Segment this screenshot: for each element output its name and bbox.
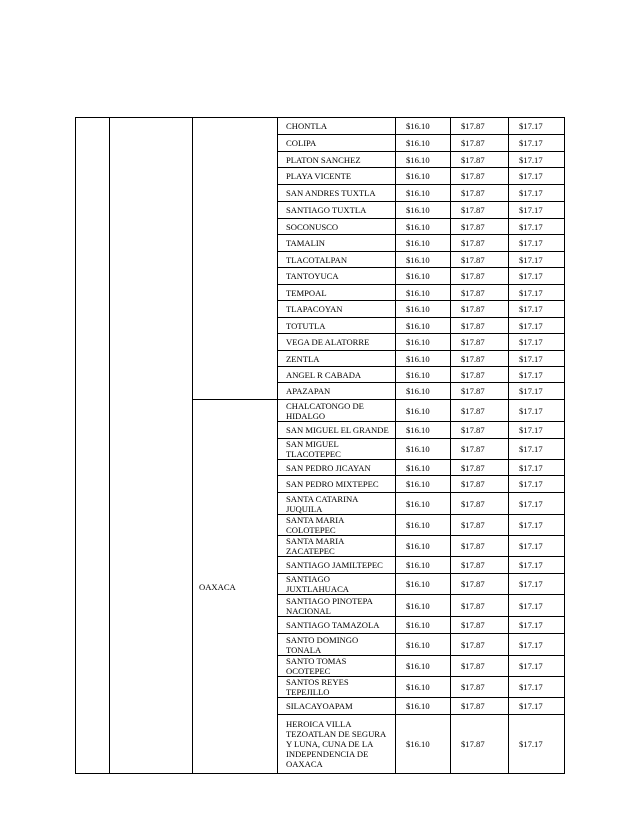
price-cell-1: $16.10 [396,557,451,574]
price-cell-3: $17.17 [509,219,565,235]
price-cell-1: $16.10 [396,334,451,351]
price-cell-1: $16.10 [396,515,451,536]
price-cell-3: $17.17 [509,698,565,715]
price-cell-2: $17.87 [451,367,509,383]
municipality-cell: SILACAYOAPAM [278,698,396,715]
municipality-cell: TLAPACOYAN [278,301,396,318]
price-cell-3: $17.17 [509,400,565,422]
price-cell-3: $17.17 [509,460,565,476]
price-cell-3: $17.17 [509,634,565,656]
price-cell-3: $17.17 [509,285,565,301]
municipality-cell: SANTO DOMINGO TONALA [278,634,396,656]
price-cell-2: $17.87 [451,422,509,439]
municipality-cell: TAMALIN [278,235,396,252]
price-cell-1: $16.10 [396,715,451,774]
price-cell-2: $17.87 [451,493,509,515]
price-cell-2: $17.87 [451,252,509,268]
municipality-cell: HEROICA VILLA TEZOATLAN DE SEGURA Y LUNA, CUNA DE LA INDEPENDENCIA DE OAXACA [278,715,396,774]
price-cell-2: $17.87 [451,595,509,617]
state-cell-oaxaca: OAXACA [193,400,278,774]
price-cell-3: $17.17 [509,318,565,334]
municipality-cell: VEGA DE ALATORRE [278,334,396,351]
price-cell-2: $17.87 [451,268,509,285]
price-cell-3: $17.17 [509,367,565,383]
price-cell-1: $16.10 [396,574,451,595]
price-cell-3: $17.17 [509,617,565,634]
municipality-cell: SANTIAGO TUXTLA [278,202,396,219]
price-cell-3: $17.17 [509,515,565,536]
price-cell-1: $16.10 [396,318,451,334]
price-cell-3: $17.17 [509,152,565,168]
price-cell-2: $17.87 [451,219,509,235]
price-cell-1: $16.10 [396,219,451,235]
price-cell-2: $17.87 [451,617,509,634]
price-cell-3: $17.17 [509,185,565,202]
municipality-cell: SANTA CATARINA JUQUILA [278,493,396,515]
municipality-cell: SOCONUSCO [278,219,396,235]
price-cell-2: $17.87 [451,168,509,185]
municipality-cell: APAZAPAN [278,383,396,400]
price-cell-3: $17.17 [509,574,565,595]
price-cell-1: $16.10 [396,595,451,617]
price-cell-1: $16.10 [396,383,451,400]
price-cell-2: $17.87 [451,202,509,219]
price-cell-1: $16.10 [396,152,451,168]
price-cell-2: $17.87 [451,334,509,351]
municipality-cell: SANTIAGO JAMILTEPEC [278,557,396,574]
price-cell-3: $17.17 [509,536,565,557]
blank-column-1 [76,118,110,774]
price-cell-1: $16.10 [396,439,451,460]
price-cell-2: $17.87 [451,515,509,536]
price-cell-1: $16.10 [396,367,451,383]
price-cell-2: $17.87 [451,185,509,202]
municipality-cell: TOTUTLA [278,318,396,334]
price-cell-1: $16.10 [396,400,451,422]
price-cell-2: $17.87 [451,536,509,557]
price-cell-3: $17.17 [509,422,565,439]
price-cell-1: $16.10 [396,460,451,476]
price-cell-2: $17.87 [451,439,509,460]
price-cell-3: $17.17 [509,202,565,219]
price-cell-3: $17.17 [509,595,565,617]
price-cell-1: $16.10 [396,118,451,135]
price-cell-3: $17.17 [509,268,565,285]
municipality-cell: SAN MIGUEL TLACOTEPEC [278,439,396,460]
price-cell-3: $17.17 [509,677,565,698]
price-cell-1: $16.10 [396,185,451,202]
municipality-cell: PLATON SANCHEZ [278,152,396,168]
price-cell-1: $16.10 [396,634,451,656]
price-cell-2: $17.87 [451,476,509,493]
municipality-cell: SANTIAGO PINOTEPA NACIONAL [278,595,396,617]
price-cell-3: $17.17 [509,351,565,367]
price-cell-1: $16.10 [396,536,451,557]
municipality-cell: SAN PEDRO MIXTEPEC [278,476,396,493]
price-cell-1: $16.10 [396,493,451,515]
price-cell-2: $17.87 [451,460,509,476]
municipality-cell: SANTIAGO JUXTLAHUACA [278,574,396,595]
price-cell-2: $17.87 [451,285,509,301]
price-cell-2: $17.87 [451,677,509,698]
municipality-cell: TEMPOAL [278,285,396,301]
price-cell-2: $17.87 [451,135,509,152]
municipality-cell: SAN MIGUEL EL GRANDE [278,422,396,439]
price-cell-3: $17.17 [509,334,565,351]
price-cell-1: $16.10 [396,285,451,301]
municipality-cell: CHONTLA [278,118,396,135]
price-cell-3: $17.17 [509,301,565,318]
price-table [75,117,565,774]
price-cell-1: $16.10 [396,698,451,715]
municipality-cell: TLACOTALPAN [278,252,396,268]
price-cell-1: $16.10 [396,202,451,219]
municipality-cell: SANTOS REYES TEPEJILLO [278,677,396,698]
price-cell-1: $16.10 [396,656,451,677]
price-cell-1: $16.10 [396,268,451,285]
price-cell-1: $16.10 [396,168,451,185]
price-cell-3: $17.17 [509,383,565,400]
municipality-cell: CHALCATONGO DE HIDALGO [278,400,396,422]
price-cell-2: $17.87 [451,301,509,318]
municipality-cell: TANTOYUCA [278,268,396,285]
price-cell-1: $16.10 [396,135,451,152]
price-cell-3: $17.17 [509,439,565,460]
municipality-cell: SANTO TOMAS OCOTEPEC [278,656,396,677]
price-cell-1: $16.10 [396,422,451,439]
price-cell-3: $17.17 [509,252,565,268]
price-cell-2: $17.87 [451,715,509,774]
price-cell-2: $17.87 [451,400,509,422]
price-cell-2: $17.87 [451,557,509,574]
blank-column-2 [110,118,193,774]
price-cell-3: $17.17 [509,235,565,252]
municipality-cell: SANTA MARIA COLOTEPEC [278,515,396,536]
price-cell-3: $17.17 [509,168,565,185]
price-cell-2: $17.87 [451,118,509,135]
municipality-cell: ANGEL R CABADA [278,367,396,383]
municipality-cell: COLIPA [278,135,396,152]
price-cell-3: $17.17 [509,118,565,135]
price-cell-2: $17.87 [451,656,509,677]
price-cell-3: $17.17 [509,557,565,574]
price-cell-2: $17.87 [451,235,509,252]
price-cell-2: $17.87 [451,152,509,168]
price-cell-3: $17.17 [509,656,565,677]
price-cell-1: $16.10 [396,617,451,634]
municipality-cell: ZENTLA [278,351,396,367]
price-cell-3: $17.17 [509,493,565,515]
table-row [76,118,565,135]
price-cell-1: $16.10 [396,476,451,493]
price-cell-1: $16.10 [396,677,451,698]
price-cell-3: $17.17 [509,135,565,152]
price-cell-1: $16.10 [396,235,451,252]
municipality-cell: SAN ANDRES TUXTLA [278,185,396,202]
price-cell-1: $16.10 [396,351,451,367]
price-cell-3: $17.17 [509,476,565,493]
municipality-cell: SANTIAGO TAMAZOLA [278,617,396,634]
price-cell-3: $17.17 [509,715,565,774]
price-cell-1: $16.10 [396,301,451,318]
price-cell-2: $17.87 [451,634,509,656]
municipality-cell: SANTA MARIA ZACATEPEC [278,536,396,557]
price-cell-2: $17.87 [451,383,509,400]
price-cell-1: $16.10 [396,252,451,268]
municipality-cell: SAN PEDRO JICAYAN [278,460,396,476]
price-cell-2: $17.87 [451,318,509,334]
price-cell-2: $17.87 [451,698,509,715]
price-cell-2: $17.87 [451,351,509,367]
municipality-cell: PLAYA VICENTE [278,168,396,185]
table-body [76,118,565,774]
state-cell-previous [193,118,278,400]
price-cell-2: $17.87 [451,574,509,595]
